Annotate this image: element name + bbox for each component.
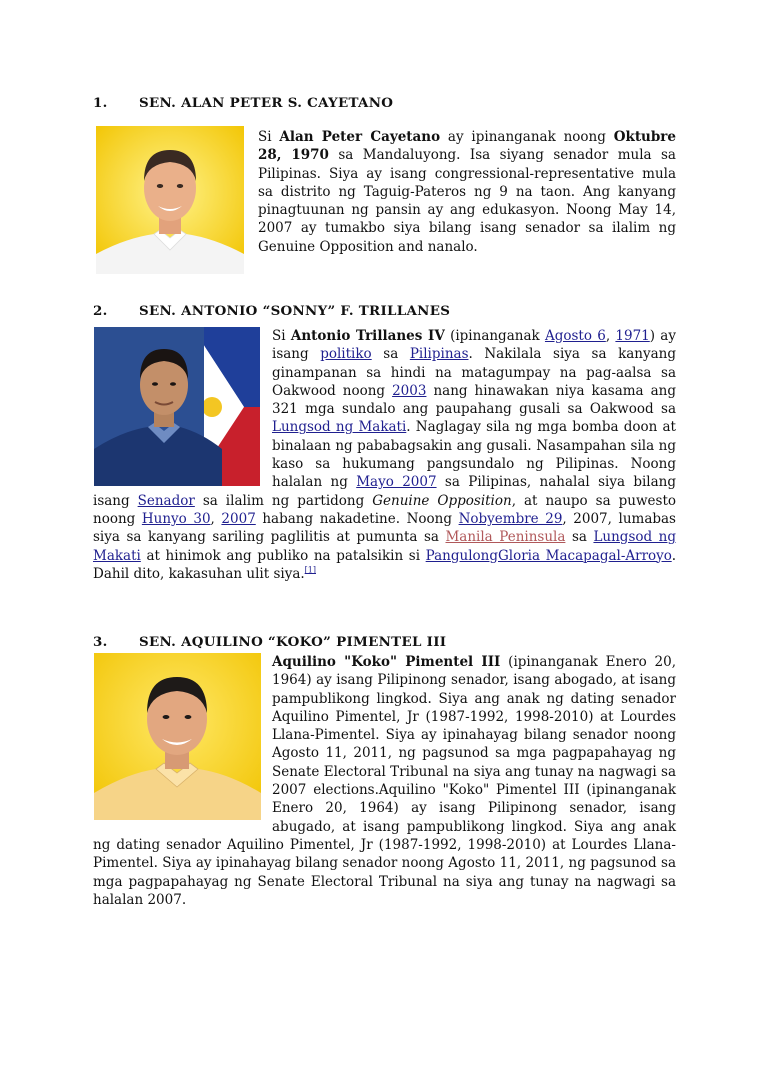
text-run: sa Mandaluyong. Isa siyang senador mula sa Pilipinas. Siya ay isang congressional-representative mula sa distrito ng Taguig-Pateros ng 9 na taon. Ang kanyang pinagtuunan ng pansin ay ang edukasyon. Noong May 14, 2007 ay tumakbo siya bilang isang senador sa ilalim ng Genuine Opposition and nanalo. [258,147,676,255]
photo-spacer [93,327,272,487]
text-run: . Dahil dito, kakasuhan ulit siya. [93,547,676,582]
text-run: (ipinanganak Enero 20, 1964) ay isang Pilipinong senador, isang abogado, at isang pampublikong lingkod. Siya ang anak ng dating senador Aquilino Pimentel, Jr (1987-1992, 1998-2010) at Lourdes Llana-Pimentel. Siya ay ipinahayag bilang senador noong Agosto 11, 2011, ng pagsunod sa mga pagpapahayag ng Senate Electoral Tribunal na siya ang tunay na nagwagi sa 2007 elections.Aquilino "Koko" Pimentel III (ipinanganak Enero 20, 1964) ay isang Pilipinong senador, isang abugado, at isang pampublikong lingkod. Siya ang anak ng dating senador Aquilino Pimentel, Jr (1987-1992, 1998-2010) at Lourdes Llana-Pimentel. Siya ay ipinahayag bilang senador noong Agosto 11, 2011, ng pagsunod sa mga pagpapahayag ng Senate Electoral Tribunal na siya ang tunay na nagwagi sa halalan 2007. [93,654,676,908]
section-1-title: SEN. ALAN PETER S. CAYETANO [139,95,394,111]
text-run: nang hinawakan niya kasama ang 321 mga sundalo ang paupahang gusali sa Oakwood sa [272,382,677,418]
footnote-ref-1[interactable]: [1] [304,565,316,575]
text-run: , [605,328,616,344]
text-run: (ipinanganak [444,328,545,344]
text-run: sa ilalim ng partidong [194,492,373,509]
link-hunyo-30[interactable]: Hunyo 30 [141,510,211,527]
italic-party: Genuine Opposition [372,492,512,509]
text-run: sa [565,529,594,546]
text-run: , 2007, lumabas siya sa kanyang sariling paglilitis at pumunta sa [93,510,676,546]
section-2-title: SEN. ANTONIO “SONNY” F. TRILLANES [139,303,451,319]
section-1-number: 1. [93,95,108,111]
link-manila-peninsula[interactable]: Manila Peninsula [445,529,566,546]
section-2-paragraph [93,327,676,583]
link-lungsod-ng-makati[interactable]: Lungsod ng Makati [272,419,407,436]
cayetano-photo [96,126,244,274]
bold-name: Antonio Trillanes IV [290,328,445,344]
bold-name: Alan Peter Cayetano [279,129,441,145]
text-run: habang nakadetine. Noong [255,510,459,527]
link-senador[interactable]: Senador [137,492,195,509]
text-run: ) ay isang [272,328,676,363]
text-run: at hinimok ang publiko na patalsikin si [140,547,426,564]
section-2-heading [93,303,450,319]
text-run: sa [371,346,410,363]
link-lungsod-ng-makati-2[interactable]: Lungsod ng Makati [93,529,677,564]
section-3-paragraph [93,653,676,909]
link-2007[interactable]: 2007 [221,510,256,527]
bold-name: Aquilino "Koko" Pimentel III [272,654,501,670]
text-run: Si [272,328,291,344]
text-run: . Nakilala siya sa kanyang ginampanan sa hindi na matagumpay na pag-aalsa sa Oakwood noong [272,346,677,399]
section-2-number: 2. [93,303,108,319]
link-nobyembre-29[interactable]: Nobyembre 29 [458,510,563,527]
link-agosto-6[interactable]: Agosto 6 [544,328,606,344]
bold-date: Oktubre 28, 1970 [258,129,677,164]
section-1-paragraph [258,128,676,256]
text-run: , at naupo sa puwesto noong [93,492,676,527]
link-pilipinas[interactable]: Pilipinas [409,346,469,363]
link-1971[interactable]: 1971 [615,328,650,344]
text-run: ay ipinanganak noong [440,129,614,145]
section-3-number: 3. [93,634,108,650]
section-3-title: SEN. AQUILINO “KOKO” PIMENTEL III [139,634,447,650]
photo-spacer [93,653,272,822]
text-run: sa Pilipinas, nahalal siya bilang isang [93,474,676,509]
link-mayo-2007[interactable]: Mayo 2007 [356,474,437,491]
text-run: Si [258,129,280,145]
link-politiko[interactable]: politiko [320,346,372,363]
link-2003[interactable]: 2003 [392,382,427,399]
section-3-heading [93,634,446,650]
text-run: , [210,510,222,527]
text-run: . Naglagay sila ng mga bomba doon at binalaan ng pababagsakin ang gusali. Nasampahan sila ng kaso sa hukumang pangsundalo ng Pilipinas. Noong halalan ng [272,419,676,491]
section-1-heading [93,95,393,111]
link-gloria-macapagal-arroyo[interactable]: PangulongGloria Macapagal-Arroyo [425,547,672,564]
